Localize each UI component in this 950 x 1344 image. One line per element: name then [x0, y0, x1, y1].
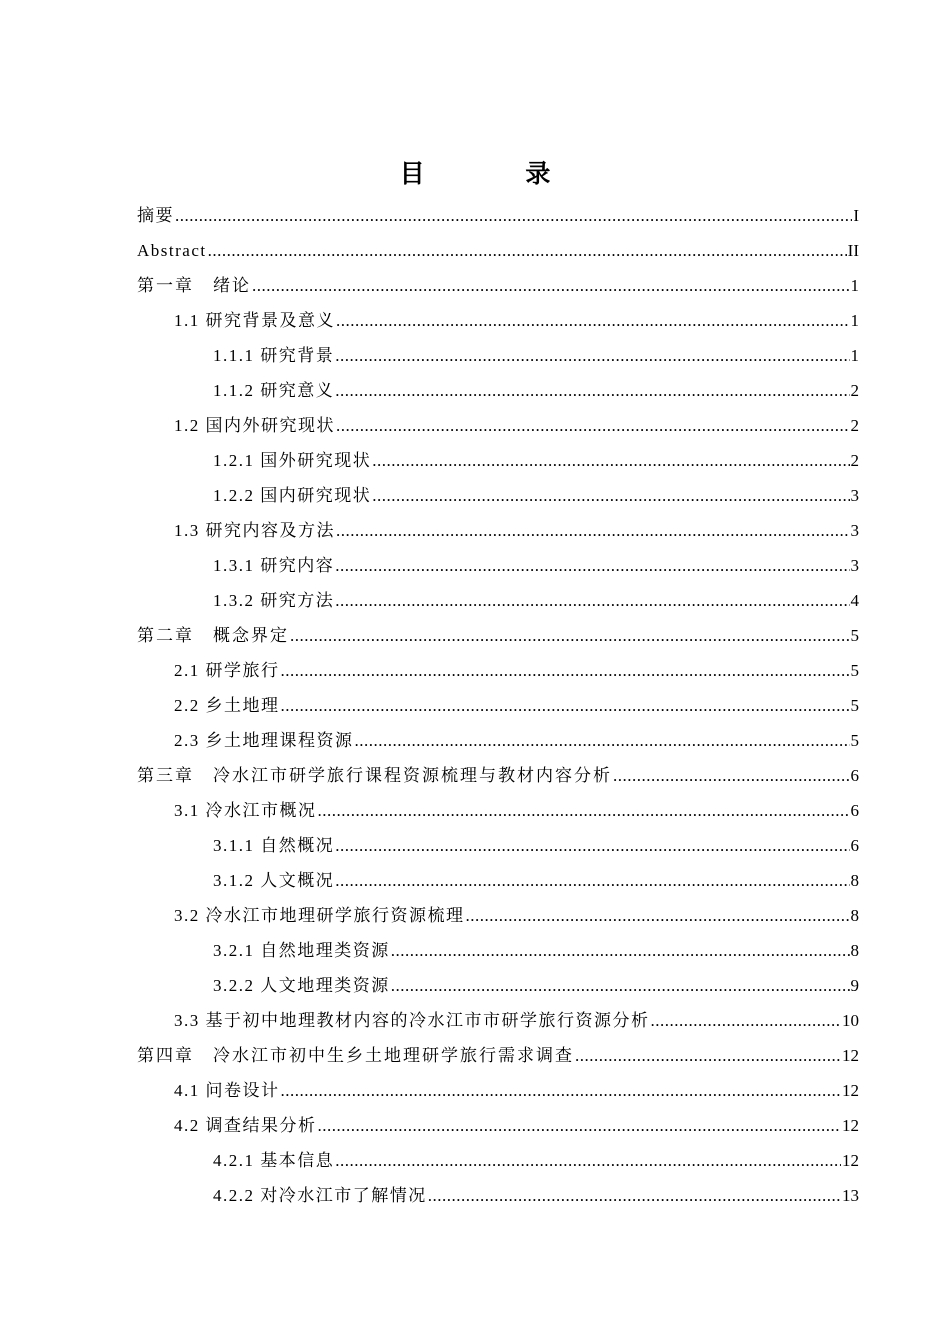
toc-entry-page-number: 1: [850, 346, 859, 365]
dot-leader: [252, 268, 850, 303]
toc-entry-page-number: 13: [842, 1186, 859, 1205]
toc-entry-label: 1.2 国内外研究现状: [174, 416, 335, 435]
dot-leader: [318, 793, 850, 828]
toc-entry-label: 1.1.1 研究背景: [213, 346, 335, 365]
toc-entry-label: 1.2.2 国内研究现状: [213, 486, 372, 505]
toc-entry-page-number: 5: [850, 661, 859, 680]
dot-leader: [372, 443, 849, 478]
dot-leader: [335, 338, 849, 373]
toc-entry-page-number: 5: [850, 626, 859, 645]
dot-leader: [391, 968, 850, 1003]
dot-leader: [281, 1073, 842, 1108]
dot-leader: [335, 373, 849, 408]
toc-entry-label: 1.2.1 国外研究现状: [213, 451, 372, 470]
toc-entry[interactable]: [137, 408, 859, 443]
toc-entry-label: 4.2.2 对冷水江市了解情况: [213, 1186, 427, 1205]
toc-entry-page-number: 3: [850, 556, 859, 575]
toc-entry[interactable]: [137, 933, 859, 968]
toc-entry[interactable]: [137, 338, 859, 373]
dot-leader: [372, 478, 849, 513]
toc-entry-page-number: 2: [850, 381, 859, 400]
toc-entry-page-number: 8: [850, 871, 859, 890]
toc-entry[interactable]: [137, 758, 859, 793]
table-of-contents: [137, 198, 859, 1213]
dot-leader: [335, 1143, 841, 1178]
toc-entry[interactable]: [137, 1143, 859, 1178]
dot-leader: [335, 863, 849, 898]
toc-entry-page-number: 5: [850, 696, 859, 715]
toc-entry[interactable]: [137, 548, 859, 583]
dot-leader: [335, 583, 849, 618]
toc-entry-page-number: 3: [850, 521, 859, 540]
dot-leader: [336, 408, 850, 443]
toc-entry-label: 3.3 基于初中地理教材内容的冷水江市市研学旅行资源分析: [174, 1011, 650, 1030]
toc-entry-page-number: 1: [850, 311, 859, 330]
toc-entry-label: 1.3.2 研究方法: [213, 591, 335, 610]
dot-leader: [318, 1108, 842, 1143]
dot-leader: [175, 198, 852, 233]
toc-entry-page-number: 9: [850, 976, 859, 995]
toc-entry[interactable]: [137, 233, 859, 268]
toc-entry-page-number: 6: [850, 766, 859, 785]
toc-entry[interactable]: [137, 863, 859, 898]
toc-entry-label: 4.1 问卷设计: [174, 1081, 280, 1100]
toc-entry-page-number: 2: [850, 451, 859, 470]
toc-entry[interactable]: [137, 513, 859, 548]
toc-entry-label: 第一章 绪论: [137, 276, 251, 295]
toc-entry[interactable]: [137, 373, 859, 408]
toc-entry[interactable]: [137, 688, 859, 723]
toc-entry-page-number: 1: [850, 276, 859, 295]
dot-leader: [281, 688, 850, 723]
dot-leader: [466, 898, 850, 933]
toc-entry[interactable]: [137, 1003, 859, 1038]
toc-entry-page-number: 2: [850, 416, 859, 435]
toc-entry[interactable]: [137, 793, 859, 828]
toc-entry-page-number: 3: [850, 486, 859, 505]
toc-entry-label: 2.1 研学旅行: [174, 661, 280, 680]
toc-entry-label: 3.2.1 自然地理类资源: [213, 941, 390, 960]
dot-leader: [336, 303, 850, 338]
dot-leader: [575, 1038, 841, 1073]
dot-leader: [391, 933, 850, 968]
dot-leader: [281, 653, 850, 688]
toc-entry-page-number: 5: [850, 731, 859, 750]
dot-leader: [355, 723, 850, 758]
toc-entry-label: 第四章 冷水江市初中生乡土地理研学旅行需求调查: [137, 1046, 574, 1065]
toc-entry[interactable]: [137, 303, 859, 338]
toc-entry-label: 4.2.1 基本信息: [213, 1151, 335, 1170]
dot-leader: [335, 548, 849, 583]
toc-entry[interactable]: [137, 478, 859, 513]
toc-entry-page-number: 12: [842, 1081, 859, 1100]
toc-entry-label: 1.1.2 研究意义: [213, 381, 335, 400]
toc-entry-label: Abstract: [137, 241, 207, 260]
toc-entry[interactable]: [137, 268, 859, 303]
toc-entry-page-number: 12: [842, 1046, 859, 1065]
toc-entry-page-number: 4: [850, 591, 859, 610]
toc-entry-page-number: II: [847, 241, 859, 260]
toc-entry-label: 2.3 乡土地理课程资源: [174, 731, 354, 750]
toc-title: 目 录: [399, 159, 597, 188]
toc-entry-label: 摘要: [137, 206, 174, 225]
dot-leader: [651, 1003, 842, 1038]
toc-entry-page-number: 6: [850, 836, 859, 855]
toc-entry-label: 第三章 冷水江市研学旅行课程资源梳理与教材内容分析: [137, 766, 612, 785]
toc-entry-page-number: 8: [850, 941, 859, 960]
toc-entry-page-number: 10: [842, 1011, 859, 1030]
toc-entry-label: 3.2.2 人文地理类资源: [213, 976, 390, 995]
toc-entry-label: 3.2 冷水江市地理研学旅行资源梳理: [174, 906, 465, 925]
toc-entry-page-number: 12: [842, 1151, 859, 1170]
dot-leader: [335, 828, 849, 863]
toc-entry[interactable]: [137, 1038, 859, 1073]
toc-entry-page-number: 6: [850, 801, 859, 820]
toc-entry[interactable]: [137, 618, 859, 653]
toc-entry[interactable]: [137, 898, 859, 933]
toc-entry[interactable]: [137, 828, 859, 863]
toc-entry[interactable]: [137, 653, 859, 688]
toc-entry[interactable]: [137, 1073, 859, 1108]
toc-entry[interactable]: [137, 198, 859, 233]
toc-entry-label: 3.1.1 自然概况: [213, 836, 335, 855]
toc-entry-label: 1.3.1 研究内容: [213, 556, 335, 575]
toc-entry-label: 1.1 研究背景及意义: [174, 311, 335, 330]
toc-entry-page-number: I: [853, 206, 859, 225]
toc-entry[interactable]: [137, 583, 859, 618]
toc-entry[interactable]: [137, 723, 859, 758]
toc-entry-label: 3.1 冷水江市概况: [174, 801, 317, 820]
toc-entry[interactable]: [137, 1178, 859, 1213]
toc-entry-page-number: 12: [842, 1116, 859, 1135]
dot-leader: [428, 1178, 841, 1213]
toc-entry-label: 3.1.2 人文概况: [213, 871, 335, 890]
dot-leader: [290, 618, 850, 653]
toc-entry-page-number: 8: [850, 906, 859, 925]
toc-entry-label: 1.3 研究内容及方法: [174, 521, 335, 540]
toc-entry[interactable]: [137, 443, 859, 478]
dot-leader: [208, 233, 847, 268]
toc-entry-label: 2.2 乡土地理: [174, 696, 280, 715]
toc-entry[interactable]: [137, 1108, 859, 1143]
dot-leader: [613, 758, 850, 793]
toc-entry-label: 4.2 调查结果分析: [174, 1116, 317, 1135]
toc-entry-label: 第二章 概念界定: [137, 626, 289, 645]
dot-leader: [336, 513, 850, 548]
toc-entry[interactable]: [137, 968, 859, 1003]
